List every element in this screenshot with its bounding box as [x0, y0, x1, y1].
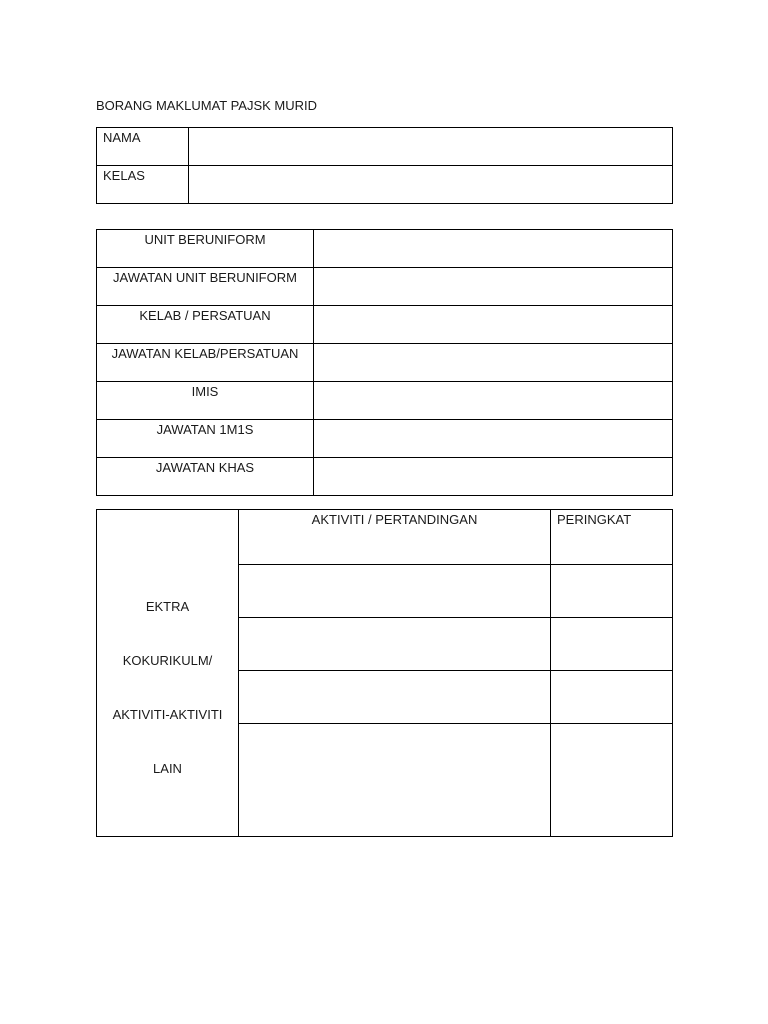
- uniform-unit-label: UNIT BERUNIFORM: [97, 230, 314, 268]
- student-info-table: [96, 127, 673, 204]
- 1m1s-position-label: JAWATAN 1M1S: [97, 420, 314, 458]
- class-field[interactable]: [189, 166, 673, 204]
- uniform-unit-field[interactable]: [314, 230, 673, 268]
- club-position-field[interactable]: [314, 344, 673, 382]
- side-label-line: LAIN: [153, 761, 182, 776]
- club-position-label: JAWATAN KELAB/PERSATUAN: [97, 344, 314, 382]
- table-row: [97, 166, 673, 204]
- table-row: [97, 128, 673, 166]
- table-row: [97, 382, 673, 420]
- uniform-unit-position-field[interactable]: [314, 268, 673, 306]
- level-field[interactable]: [551, 671, 673, 724]
- activity-field[interactable]: [239, 671, 551, 724]
- activity-field[interactable]: [239, 618, 551, 671]
- imis-label: IMIS: [97, 382, 314, 420]
- form-title: BORANG MAKLUMAT PAJSK MURID: [96, 98, 318, 113]
- name-field[interactable]: [189, 128, 673, 166]
- level-field[interactable]: [551, 565, 673, 618]
- table-header-row: [97, 510, 673, 565]
- name-label: NAMA: [97, 128, 189, 166]
- table-row: [97, 306, 673, 344]
- club-field[interactable]: [314, 306, 673, 344]
- cocurricular-table: [96, 229, 673, 496]
- activities-table: [96, 509, 673, 837]
- level-field[interactable]: [551, 724, 673, 837]
- side-label-line: AKTIVITI-AKTIVITI: [112, 707, 223, 722]
- activities-side-label: [97, 510, 239, 837]
- club-label: KELAB / PERSATUAN: [97, 306, 314, 344]
- table-row: [97, 230, 673, 268]
- table-row: [97, 344, 673, 382]
- table-row: [97, 420, 673, 458]
- side-label-line: EKTRA: [145, 599, 190, 614]
- class-label: KELAS: [97, 166, 189, 204]
- level-field[interactable]: [551, 618, 673, 671]
- 1m1s-position-field[interactable]: [314, 420, 673, 458]
- activity-column-header: AKTIVITI / PERTANDINGAN: [239, 510, 551, 565]
- special-position-label: JAWATAN KHAS: [97, 458, 314, 496]
- side-label-line: KOKURIKULM/: [122, 653, 213, 668]
- activity-field[interactable]: [239, 565, 551, 618]
- table-row: [97, 268, 673, 306]
- special-position-field[interactable]: [314, 458, 673, 496]
- imis-field[interactable]: [314, 382, 673, 420]
- uniform-unit-position-label: JAWATAN UNIT BERUNIFORM: [97, 268, 314, 306]
- level-column-header: PERINGKAT: [551, 510, 673, 565]
- activity-field[interactable]: [239, 724, 551, 837]
- table-row: [97, 458, 673, 496]
